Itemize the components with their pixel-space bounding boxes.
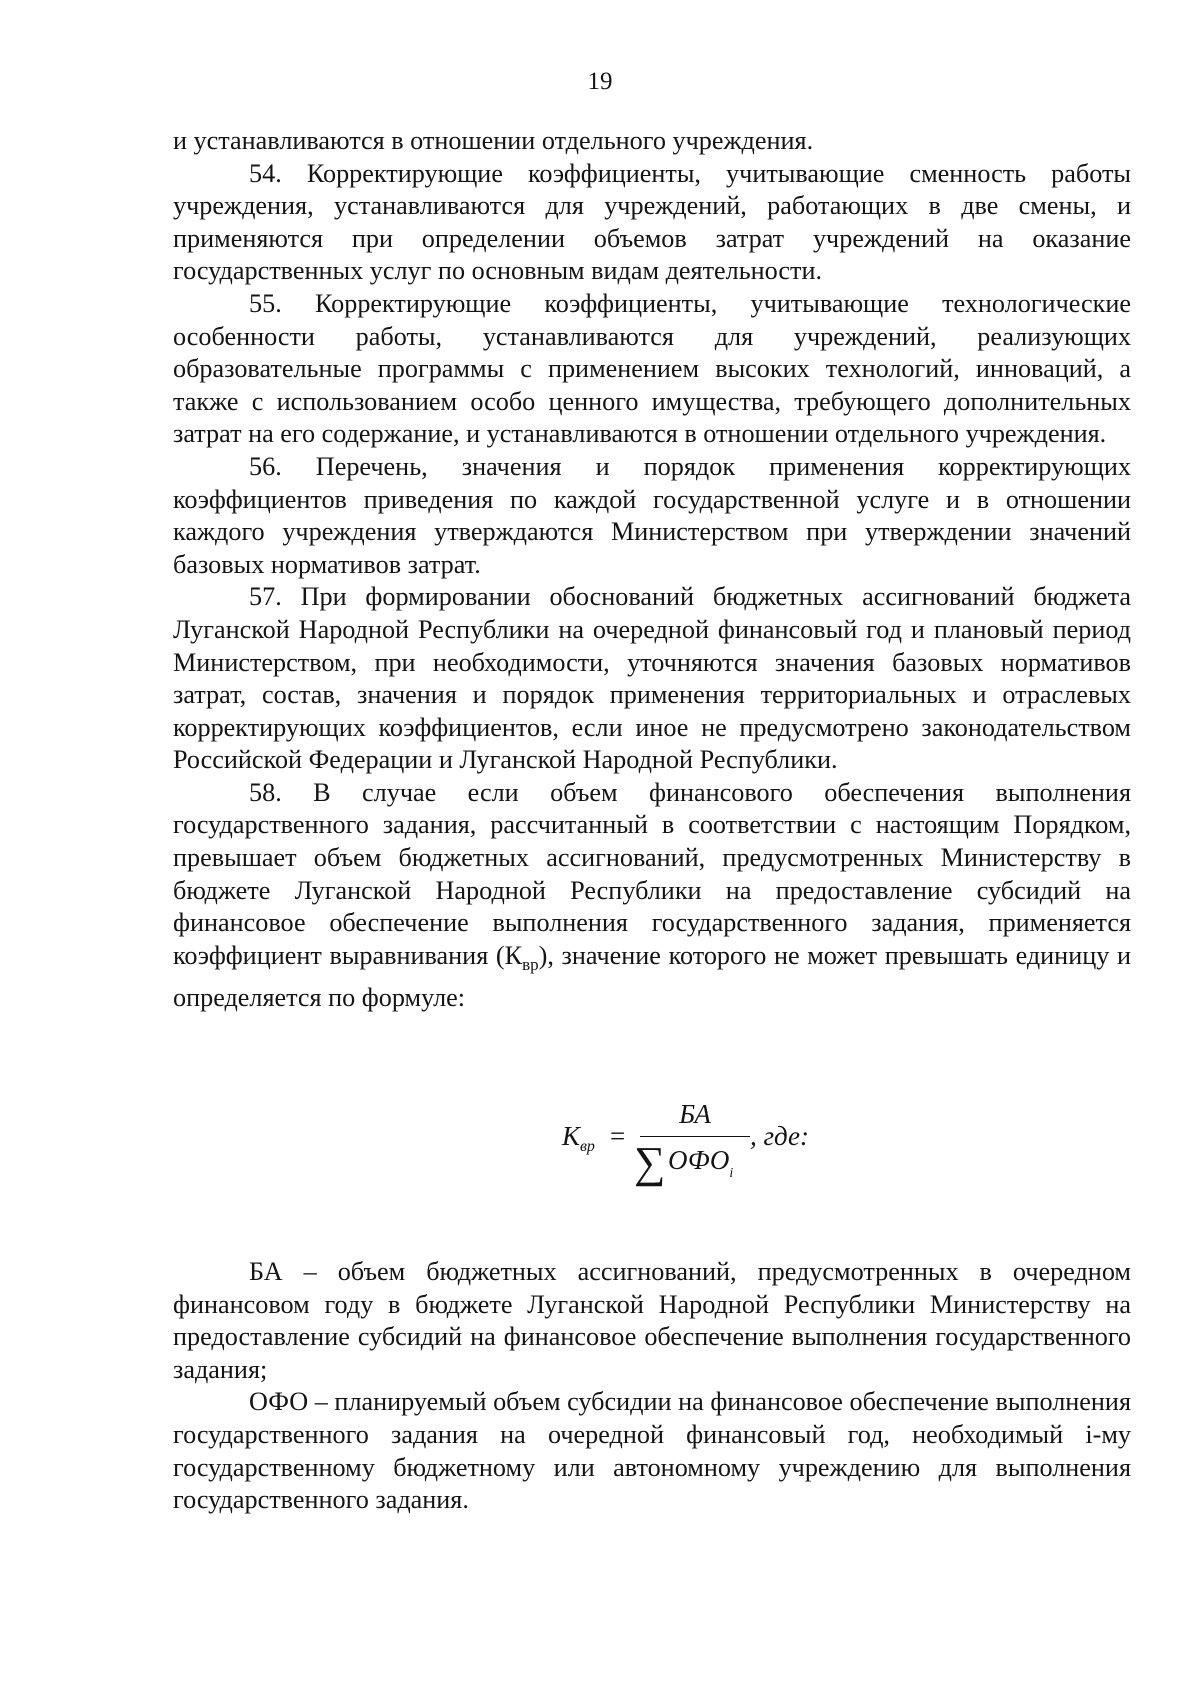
formula-lhs-subscript: вр xyxy=(579,1138,595,1155)
coefficient-subscript: вр xyxy=(522,955,539,975)
paragraph-56: 56. Перечень, значения и порядок применения корректирующих коэффициентов приведения по каждой государственной услуге и в отношении каждого учреждения утверждаются Министерством при утверждении значений базовых нормативов затрат. xyxy=(173,451,1131,579)
page-number: 19 xyxy=(587,68,613,95)
paragraph-58 xyxy=(173,777,1131,1014)
formula-numerator: БА xyxy=(679,1099,711,1129)
definition-ba: БА – объем бюджетных ассигнований, предусмотренных в очередном финансовом году в бюджете Луганской Народной Республики Министерству на предоставление субсидий на финансовое обеспечение выполнения государственного задания; xyxy=(173,1257,1131,1384)
formula-denominator-subscript: i xyxy=(729,1166,734,1181)
paragraph-58-text-after: ), значение которого не может превышать единицу и определяется по формуле: xyxy=(173,940,1131,1012)
document-body xyxy=(173,125,1131,1014)
formula-denominator: $ОФО_i$ xyxy=(668,1145,734,1181)
paragraph-57: 57. При формировании обоснований бюджетных ассигнований бюджета Луганской Народной Республики на очередной финансовый год и плановый период Министерством, при необходимости, уточняются значения базовых нормативов затрат, состав, значения и порядок применения территориальных и отраслевых корректирующих коэффициентов, если иное не предусмотрено законодательством Российской Федерации и Луганской Народной Республики. xyxy=(173,582,1131,775)
paragraph-55: 55. Корректирующие коэффициенты, учитывающие технологические особенности работы, устанавливаются для учреждений, реализующих образовательные программы с применением высоких технологий, инноваций, а также с использованием особо ценного имущества, требующего дополнительных затрат на его содержание, и устанавливаются в отношении отдельного учреждения. xyxy=(173,288,1131,449)
alignment-coefficient-formula xyxy=(562,1099,842,1199)
paragraph-53-continuation: и устанавливаются в отношении отдельного учреждения. xyxy=(173,126,814,155)
paragraph-58-text-before: 58. В случае если объем финансового обеспечения выполнения государственного задания, рассчитанный в соответствии с настоящим Порядком, превышает объем бюджетных ассигнований, предусмотренных Министерству в бюджете Луганской Народной Республики на предоставление субсидий на финансовое обеспечение выполнения государственного задания, применяется коэффициент выравнивания (К xyxy=(173,777,1131,970)
paragraph-54: 54. Корректирующие коэффициенты, учитывающие сменность работы учреждения, устанавливаются для учреждений, работающих в две смены, и применяются при определении объемов затрат учреждений на оказание государственных услуг по основным видам деятельности. xyxy=(173,158,1131,286)
formula-lhs: $К_{вр}$ xyxy=(562,1121,595,1155)
formula-equals-sign: = xyxy=(610,1121,626,1151)
formula-fraction-bar xyxy=(640,1136,750,1137)
definition-ofo: ОФО – планируемый объем субсидии на финансовое обеспечение выполнения государственного задания на очередной финансовый год, необходимый i-му государственному бюджетному или автономному учреждению для выполнения государственного задания. xyxy=(173,1387,1131,1515)
formula-definitions xyxy=(173,1256,1131,1517)
formula-suffix: , где: xyxy=(750,1121,809,1151)
sigma-icon: ∑ xyxy=(634,1138,666,1187)
